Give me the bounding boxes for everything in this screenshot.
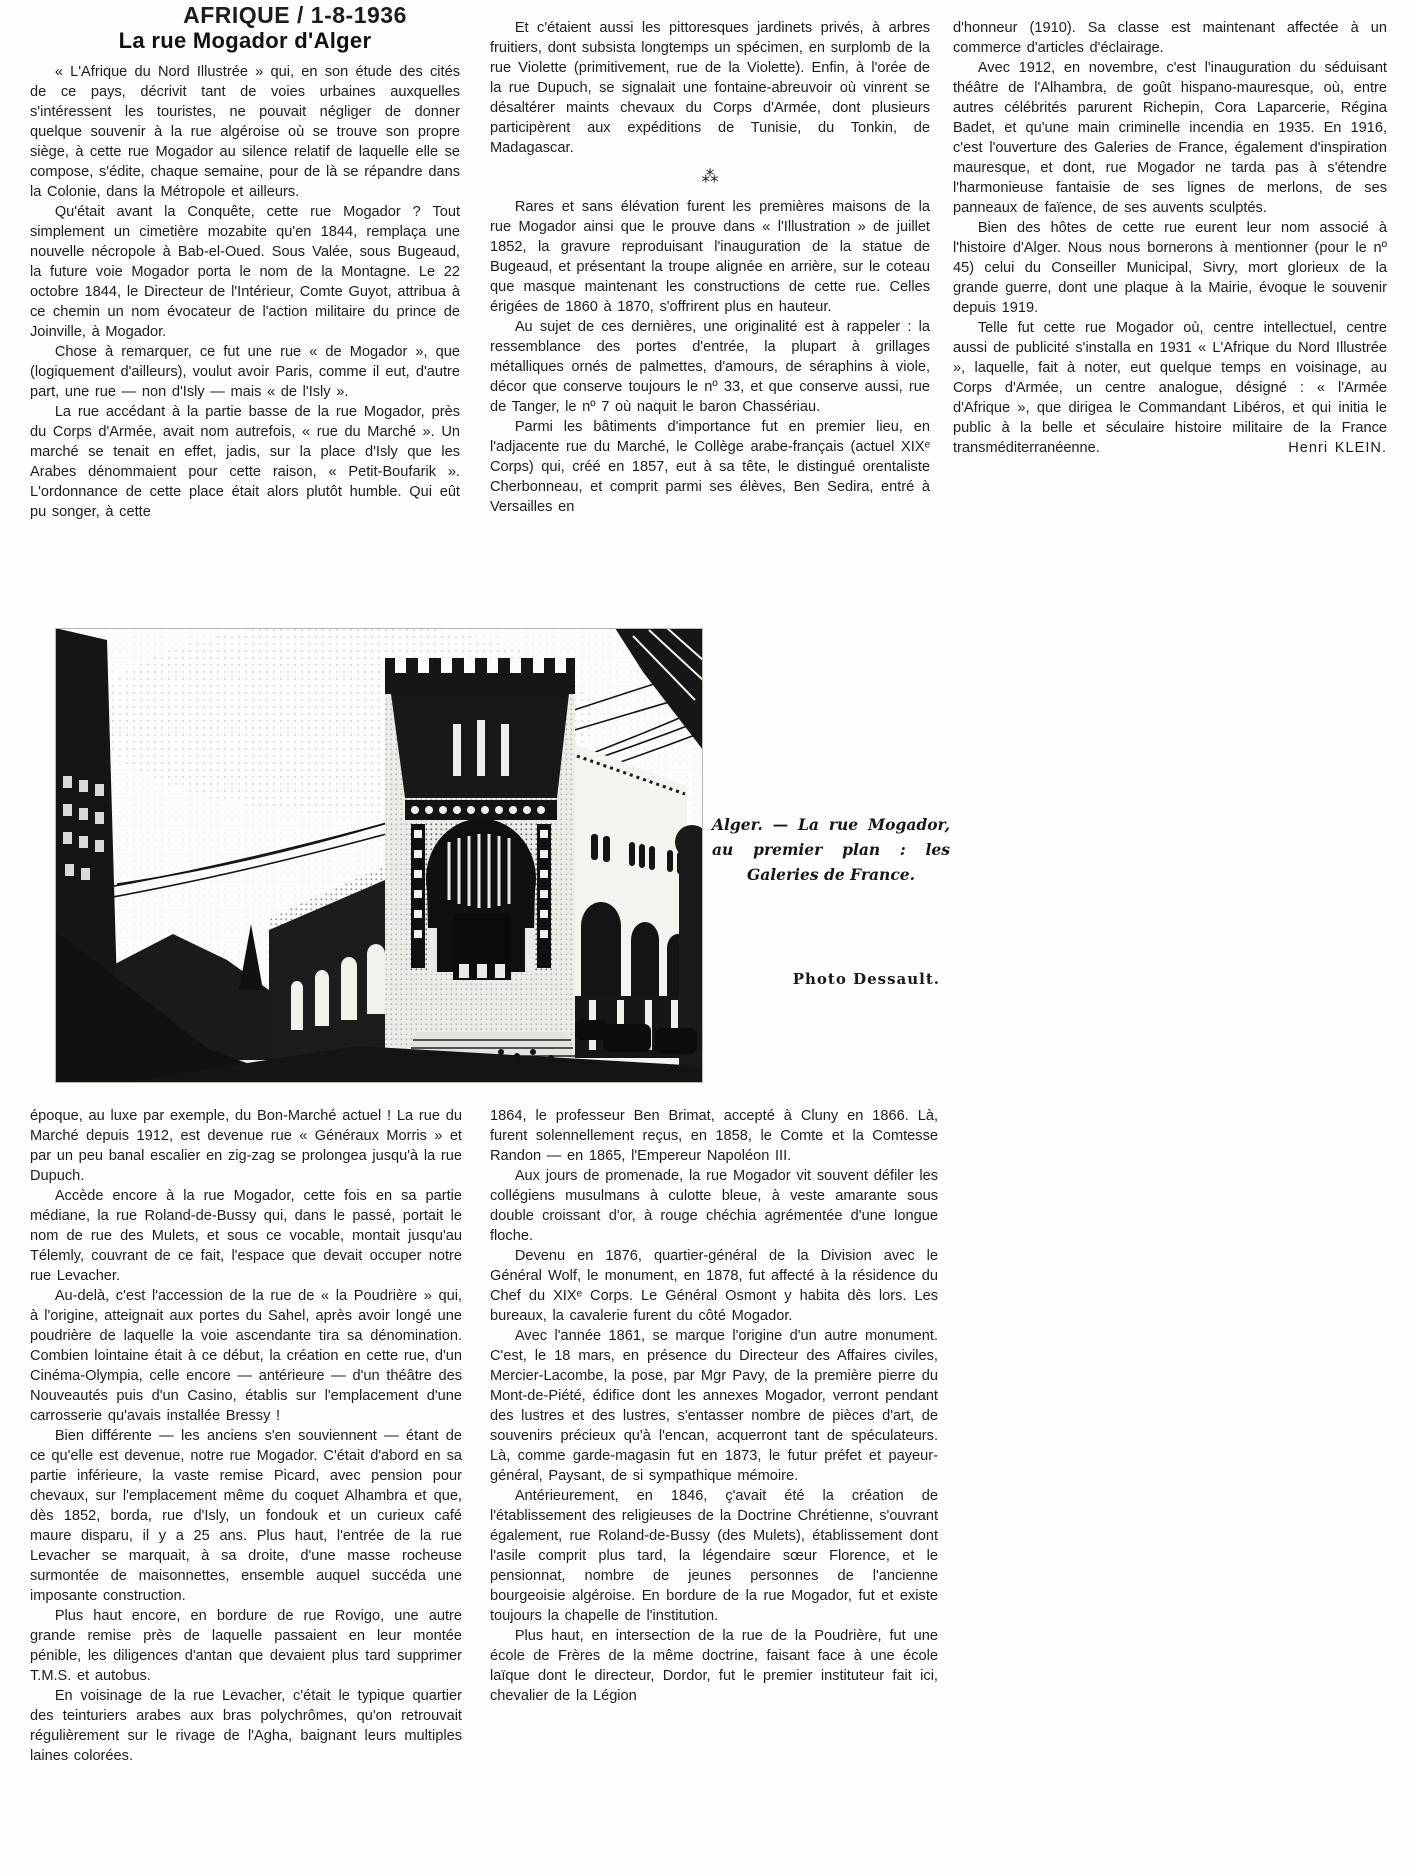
street-photo-illustration: [55, 628, 703, 1083]
article-column-top-3: [953, 18, 1387, 458]
photo-credit: Photo Dessault.: [792, 970, 940, 988]
paragraph: Plus haut, en intersection de la rue de la Poudrière, fut une école de Frères de la même doctrine, faisant face à une école laïque dont le directeur, Dordor, fut le premier instituteur fait ici, chevalier de la Légion: [490, 1628, 938, 1704]
paragraph: Qu'était avant la Conquête, cette rue Mogador ? Tout simplement un cimetière mozabite qu'en 1844, remplaça une nouvelle nécropole à Bab-el-Oued. Sous Valée, sous Bugeaud, la future voie Mogador porta le nom de la Montagne. Le 22 octobre 1844, le Directeur de l'Intérieur, Comte Guyot, attribua à ce chemin un nom évocateur de l'action militaire du prince de Joinville, à Mogador.: [30, 204, 460, 340]
paragraph: 1864, le professeur Ben Brimat, accepté à Cluny en 1866. Là, furent solennellement reçus, en 1858, le Comte et la Comtesse Randon — en 1865, l'Empereur Napoléon III.: [490, 1108, 938, 1164]
article-column-top-1: [30, 62, 460, 522]
paragraph: Bien différente — les anciens s'en souviennent — étant de ce qu'elle est devenue, notre rue Mogador. C'était d'abord en sa partie inférieure, la vaste remise Picard, avec pension pour chevaux, sur l'emplacement même du coquet Alhambra et que, dès 1852, borda, rue d'Isly, un fondouk et un curieux café maure disparu, il y a 25 ans. Plus haut, l'entrée de la rue Levacher se marquait, à sa droite, d'une masse rocheuse surmontée de maisonnettes, ensemble auquel succéda une imposante construction.: [30, 1428, 462, 1604]
paragraph: Avec l'année 1861, se marque l'origine d'un autre monument. C'est, le 18 mars, en présence du Directeur des Affaires civiles, Mercier-Lacombe, la pose, par Mgr Pavy, de la première pierre du Mont-de-Piété, édifice dont les annexes Mogador, verront pendant des lustres et des lustres, s'entasser nombre de pièces d'art, de souvenirs précieux qu'à l'encan, acquerront tant de spéculateurs. Là, comme garde-magasin fut en 1873, le futur préfet et payeur-général, Paysant, de si sympathique mémoire.: [490, 1328, 938, 1484]
paragraph: La rue accédant à la partie basse de la rue Mogador, près du Corps d'Armée, avait nom autrefois, « rue du Marché ». Un marché se tenait en effet, jadis, sur la place d'Isly que les Arabes dénommaient pour cette raison, « Petit-Boufarik ». L'ordonnance de cette place était alors plutôt humble. Qui eût pu songer, à cette: [30, 404, 460, 520]
page-title: La rue Mogador d'Alger: [118, 28, 372, 53]
paragraph: Rares et sans élévation furent les premières maisons de la rue Mogador ainsi que le prouve dans « l'Illustration » de juillet 1852, la gravure reproduisant l'inauguration de la statue de Bugeaud, et présentant la troupe alignée en arrière, sur le coteau que masque maintenant les constructions de cette rue. Celles érigées de 1860 à 1870, s'offrirent plus en hauteur.: [490, 199, 930, 315]
article-column-bottom-2: [490, 1106, 938, 1706]
paragraph: Devenu en 1876, quartier-général de la Division avec le Général Wolf, le monument, en 1878, fut affecté à la résidence du Chef du XIXᵉ Corps. Le Général Osmont y habita dès lors. Les bureaux, la cavalerie furent du côté Mogador.: [490, 1248, 938, 1324]
author-signature: Henri KLEIN.: [1288, 440, 1387, 456]
street-photo: [55, 628, 703, 1083]
paragraph: Antérieurement, en 1846, ç'avait été la création de l'établissement des religieuses de la Doctrine Chrétienne, s'ouvrant également, rue Roland-de-Bussy (des Mulets), établissement dont l'asile comprit plus tard, la légendaire sœur Florence, et le pensionnat, nombre de jeunes personnes de l'ancienne bourgeoisie algéroise. En bordure de la rue Mogador, fut et existe toujours la chapelle de l'institution.: [490, 1488, 938, 1624]
paragraph: époque, au luxe par exemple, du Bon-Marché actuel ! La rue du Marché depuis 1912, est devenue rue « Généraux Morris » et par un peu banal escalier en zig-zag se prolongea jusqu'à la rue Dupuch.: [30, 1108, 462, 1184]
paragraph: Aux jours de promenade, la rue Mogador vit souvent défiler les collégiens musulmans à culotte bleue, à veste amarante sous double croissant d'or, à rouge chéchia agrémentée d'une longue floche.: [490, 1168, 938, 1244]
paragraph: Accède encore à la rue Mogador, cette fois en sa partie médiane, la rue Roland-de-Bussy qui, dans le passé, portait le nom de rue des Mulets, et sous ce vocable, montait jusqu'au Télemly, couvrant de ce fait, l'espace que devait occuper notre rue Levacher.: [30, 1188, 462, 1284]
paragraph: Et c'étaient aussi les pittoresques jardinets privés, à arbres fruitiers, dont subsista longtemps un spécimen, en surplomb de la rue Violette (primitivement, rue de la Violette). Enfin, à l'orée de la rue Dupuch, se signalait une fontaine-abreuvoir où vinrent se désaltérer maints chevaux du Corps d'Armée, dont plusieurs participèrent aux expéditions de Tunisie, du Tonkin, de Madagascar.: [490, 20, 930, 156]
article-column-bottom-1: [30, 1106, 462, 1766]
paragraph: Plus haut encore, en bordure de rue Rovigo, une autre grande remise près de laquelle passaient en leur montée pénible, les diligences d'antan que devaient plus tard supprimer T.M.S. et autobus.: [30, 1608, 462, 1684]
paragraph: Au sujet de ces dernières, une originalité est à rappeler : la ressemblance des portes d'entrée, la plupart à grillages métalliques ornés de palmettes, d'amours, de séraphins à viole, décor que conserve toujours le nº 33, et que conserve aussi, rue de Tanger, le nº 7 où naquit le baron Chassériau.: [490, 319, 930, 415]
paragraph: d'honneur (1910). Sa classe est maintenant affectée à un commerce d'articles d'éclairage.: [953, 20, 1387, 56]
section-divider-asterism: ⁂: [701, 167, 719, 186]
paragraph: Au-delà, c'est l'accession de la rue de « la Poudrière » qui, à l'origine, atteignait aux portes du Sahel, après avoir longé une poudrière de laquelle la voie ascendante tira sa dénomination. Combien lointaine était à ce début, la création en cette rue, d'un Cinéma-Olympia, celle encore — antérieure — d'un théâtre des Nouveautés puis d'un Casino, établis sur l'emplacement d'une carrosserie qu'avais installée Bressy !: [30, 1288, 462, 1424]
paragraph: Telle fut cette rue Mogador où, centre intellectuel, centre aussi de publicité s'installa en 1931 « L'Afrique du Nord Illustrée », laquelle, fait à noter, eut quelque temps en voisinage, au Corps d'Armée, un centre analogue, désigné : « l'Armée d'Afrique », que dirigea le Commandant Libéros, et qui initia le public à la belle et séculaire histoire militaire de la France transméditerranéenne. Henri KLEIN.: [953, 320, 1387, 456]
paragraph: « L'Afrique du Nord Illustrée » qui, en son étude des cités de ce pays, décrivit tant de voies urbaines auxquelles s'intéressent les touristes, ne pouvait négliger de donner quelque souvenir à la rue algéroise où se trouve son propre siège, à cette rue Mogador au silence relatif de laquelle elle se compose, s'édite, chaque semaine, pour de là se répandre dans la Colonie, dans la Métropole et ailleurs.: [30, 64, 460, 200]
paragraph: Avec 1912, en novembre, c'est l'inauguration du séduisant théâtre de l'Alhambra, de goût hispano-mauresque, où, entre autres célébrités parurent Richepin, Cora Laparcerie, Régina Badet, et qu'une main criminelle incendia en 1935. En 1916, c'est l'ouverture des Galeries de France, également d'inspiration mauresque, et dont, rue Mogador ne tarda pas à s'étendre l'harmonieuse fantaisie de ses lignes de merlons, de ses panneaux de faïence, de ses auvents sculptés.: [953, 60, 1387, 216]
paragraph: En voisinage de la rue Levacher, c'était le typique quartier des teinturiers arabes aux bras polychrômes, qu'on retrouvait régulièrement sur le rivage de l'Agha, baignant leurs multiples laines colorées.: [30, 1688, 462, 1764]
photo-caption: Alger. — La rue Mogador, au premier plan : les Galeries de France.: [712, 815, 950, 884]
article-column-top-2: [490, 18, 930, 517]
paragraph: Chose à remarquer, ce fut une rue « de Mogador », que (logiquement d'ailleurs), voulut avoir Paris, comme il eut, d'autre part, une rue — non d'Isly — mais « de l'Isly ».: [30, 344, 460, 400]
paragraph: Bien des hôtes de cette rue eurent leur nom associé à l'histoire d'Alger. Nous nous bornerons à mentionner (pour le nº 45) celui du Conseiller Municipal, Sivry, mort glorieux de la grande guerre, dont une plaque à la Mairie, évoque le souvenir depuis 1919.: [953, 220, 1387, 316]
paragraph: Parmi les bâtiments d'importance fut en premier lieu, en l'adjacente rue du Marché, le Collège arabe-français (actuel XIXᵉ Corps) qui, créé en 1857, eut à sa tête, le distingué orentaliste Cherbonneau, et comprit parmi ses élèves, Ben Sedira, entré à Versailles en: [490, 419, 930, 515]
page-kicker: AFRIQUE / 1-8-1936: [183, 2, 407, 28]
